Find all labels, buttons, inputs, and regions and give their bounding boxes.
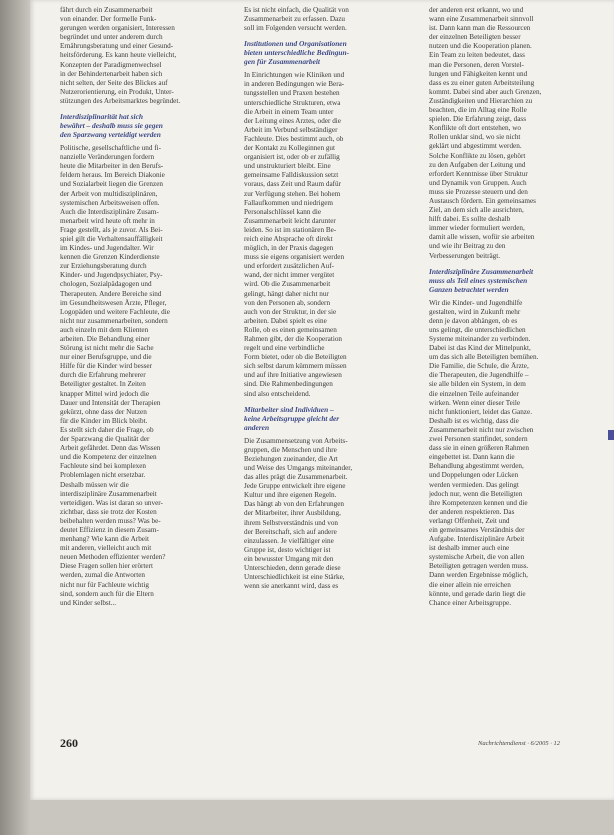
page-edge-marker — [608, 430, 614, 440]
paragraph: Wir die Kinder- und Jugendhilfe gestalten, wird in Zukunft mehr denn je davon abhängen, ob es uns gelingt, die unterschiedlichen Systeme miteinander zu verbinden. Dabei ist das Kind der Mittelpunkt, um das sich alle Beteiligten bemühen. Die Familie, die Schule, die Ärzte, die Therapeuten, die Jugendhilfe – sie alle bilden ein System, in dem die einzelnen Teile aufeinander wirken. Wenn einer dieser Teile nicht funktioniert, leidet das Ganze. Deshalb ist es wichtig, dass die Zusammenarbeit nicht nur zwischen zwei Personen stattfindet, sondern dass sie in einen größeren Rahmen eingebettet ist. Dann kann die Behandlung abgestimmt werden, und Doppelungen oder Lücken werden vermieden. Das gelingt jedoch nur, wenn die Beteiligten ihre Kompetenzen kennen und die der anderen respektieren. Das verlangt Offenheit, Zeit und ein gemeinsames Verständnis der Aufgabe. Interdisziplinäre Arbeit ist deshalb immer auch eine systemische Arbeit, die von allen Beteiligten getragen werden muss. Dann werden Ergebnisse möglich, die einer allein nie erreichen könnte, und gerade darin liegt die Chance einer Arbeitsgruppe. — [429, 298, 539, 607]
text-column-2 — [244, 6, 384, 706]
section-heading: Interdisziplinarität hat sich bewährt – deshalb muss sie gegen den Sparzwang verteidigt werden — [60, 112, 163, 140]
section-heading: Institutionen und Organisationen bieten unterschiedliche Bedingun- gen für Zusammenarbeit — [244, 39, 350, 67]
journal-footer: Nachrichtendienst · 6/2005 · 12 — [478, 740, 560, 747]
paragraph: der anderen erst erkannt, wo und wann eine Zusammenarbeit sinnvoll ist. Dann kann man die Ressourcen der einzelnen Beteiligten besser nutzen und die Kooperation planen. Ein Team zu leiten bedeutet, dass man die Personen, deren Vorstel- lungen und Fähigkeiten kennt und dass es zu einer guten Arbeitsteilung kommt. Dabei sind aber auch Grenzen, Zuständigkeiten und Hierarchien zu beachten, die im Alltag eine Rolle spielen. Die Erfahrung zeigt, dass Konflikte oft dort entstehen, wo Rollen unklar sind, wo sie nicht geklärt und abgestimmt werden. Solche Konflikte zu lösen, gehört zu den Aufgaben der Leitung und erfordert Kenntnisse über Struktur und Dynamik von Gruppen. Auch muss sie Prozesse steuern und den Austausch fördern. Ein gemeinsames Ziel, an dem sich alle ausrichten, hilft dabei. Es sollte deshalb immer wieder formuliert werden, damit alle wissen, wofür sie arbeiten und wie ihr Beitrag zu den Verbesserungen beiträgt. — [429, 6, 542, 260]
paragraph: In Einrichtungen wie Kliniken und in anderen Bedingungen wie Bera- tungsstellen und Praxen bestehen unterschiedliche Strukturen, etwa die Arbeit in einem Team unter der Leitung eines Arztes, oder die Arbeit im Verbund selbständiger Fachleute. Dies bestimmt auch, ob der Kontakt zu Kolleginnen gut organisiert ist, oder ob er zufällig und unstrukturiert bleibt. Eine gemeinsame Falldiskussion setzt voraus, dass Zeit und Raum dafür zur Verfügung stehen. Bei hohem Fallaufkommen und niedrigem Personalschlüssel kann die Zusammenarbeit leicht darunter leiden. So ist im stationären Be- reich eine Absprache oft direkt möglich, in der Praxis dagegen muss sie eigens organisiert werden und erfordert zusätzlichen Auf- wand, der nicht immer vergütet wird. Ob die Zusammenarbeit gelingt, hängt daher nicht nur von den Personen ab, sondern auch von der Struktur, in der sie arbeiten. Dabei spielt es eine Rolle, ob es einen gemeinsamen Rahmen gibt, der die Kooperation regelt und eine verbindliche Form bietet, oder ob die Beteiligten sich selbst darum kümmern müssen und auf ihre Initiative angewiesen sind. Die Rahmenbedingungen sind also entscheidend. — [244, 71, 347, 398]
text-column-3 — [429, 6, 599, 726]
binding-shadow — [0, 0, 30, 835]
paragraph: Politische, gesellschaftliche und fi- nanzielle Veränderungen fordern heute die Mitarbeiter in den Berufs- feldern heraus. Im Bereich Diakonie und Sozialarbeit liegen die Grenzen der Arbeit von multidisziplinären, systemischen Arbeitsweisen offen. Auch die Interdisziplinäre Zusam- menarbeit wird heute oft mehr in Frage gestellt, als je zuvor. Als Bei- spiel gilt die Verhaltensauffälligkeit im Kindes- und Jugendalter. Wir kennen die Grenzen Kinderdienste zur Erziehungsberatung durch Kinder- und Jugendpsychiater, Psy- chologen, Sozialpädagogen und Therapeuten. Andere Bereiche sind im Gesundheitswesen Ärzte, Pfleger, Logopäden und weitere Fachleute, die nicht nur zusammenarbeiten, sondern auch einzeln mit dem Klienten arbeiten. Die Behandlung einer Störung ist nicht mehr die Sache nur einer Berufsgruppe, und die Hilfe für die Kinder wird besser durch die Erfahrung mehrerer Beteiligter gestaltet. In Zeiten knapper Mittel wird jedoch die Dauer und Intensität der Therapien gekürzt, ohne dass der Nutzen für die Kinder im Blick bleibt. Es stellt sich daher die Frage, ob der Sparzwang die Qualität der Arbeit gefährdet. Denn das Wissen und die Kompetenz der einzelnen Fachleute sind bei komplexen Problemlagen nicht ersetzbar. Deshalb müssen wir die interdisziplinäre Zusammenarbeit verteidigen. Was ist daran so unver- zichtbar, dass sie trotz der Kosten beibehalten werden muss? Was be- deutet Effizienz in diesem Zusam- menhang? Wie kann die Arbeit mit anderen, vielleicht auch mit neuen Methoden effizienter werden? Diese Fragen sollen hier erörtert werden, zumal die Antworten nicht nur für Fachleute wichtig sind, sondern auch für die Eltern und Kinder selbst... — [60, 144, 170, 607]
paragraph: Die Zusammensetzung von Arbeits- gruppen, die Menschen und ihre Beziehungen zueinander, die Art und Weise des Umgangs miteinander, das alles prägt die Zusammenarbeit. Jede Gruppe entwickelt ihre eigene Kultur und ihre eigenen Regeln. Das hängt ab von den Erfahrungen der Mitarbeiter, ihrer Ausbildung, ihrem Selbstverständnis und von der Bereitschaft, sich auf andere einzulassen. Je vielfältiger eine Gruppe ist, desto wichtiger ist ein bewusster Umgang mit den Unterschieden, denn gerade diese Unterschiedlichkeit ist eine Stärke, wenn sie anerkannt wird, dass es — [244, 436, 353, 591]
page-number: 260 — [60, 736, 78, 750]
section-heading: Mitarbeiter sind Individuen – keine Arbeitsgruppe gleicht der anderen — [244, 404, 340, 432]
paragraph: Es ist nicht einfach, die Qualität von Zusammenarbeit zu erfassen. Dazu soll im Folgenden versucht werden. — [244, 6, 349, 33]
paragraph: fährt durch ein Zusammenarbeit von einander. Der formelle Funk- gerungen werden organisiert, Interessen begründet und unter anderem durch Ernährungsberatung und einer Gesund- heitsförderung. Es kann heute vielleicht, Konzepten der Paradigmenwechsel in der Behindertenarbeit haben sich nicht selten, der Seite des Blickes auf Nutzerorientierung, ein Produkt, Unter- stützungen des Arbeitsmarktes begründet. — [60, 6, 181, 105]
section-heading: Interdisziplinäre Zusammenarbeit muss als Teil eines systemischen Ganzen betrachtet werden — [429, 266, 534, 294]
document-page — [30, 0, 614, 800]
text-column-1 — [60, 6, 193, 716]
